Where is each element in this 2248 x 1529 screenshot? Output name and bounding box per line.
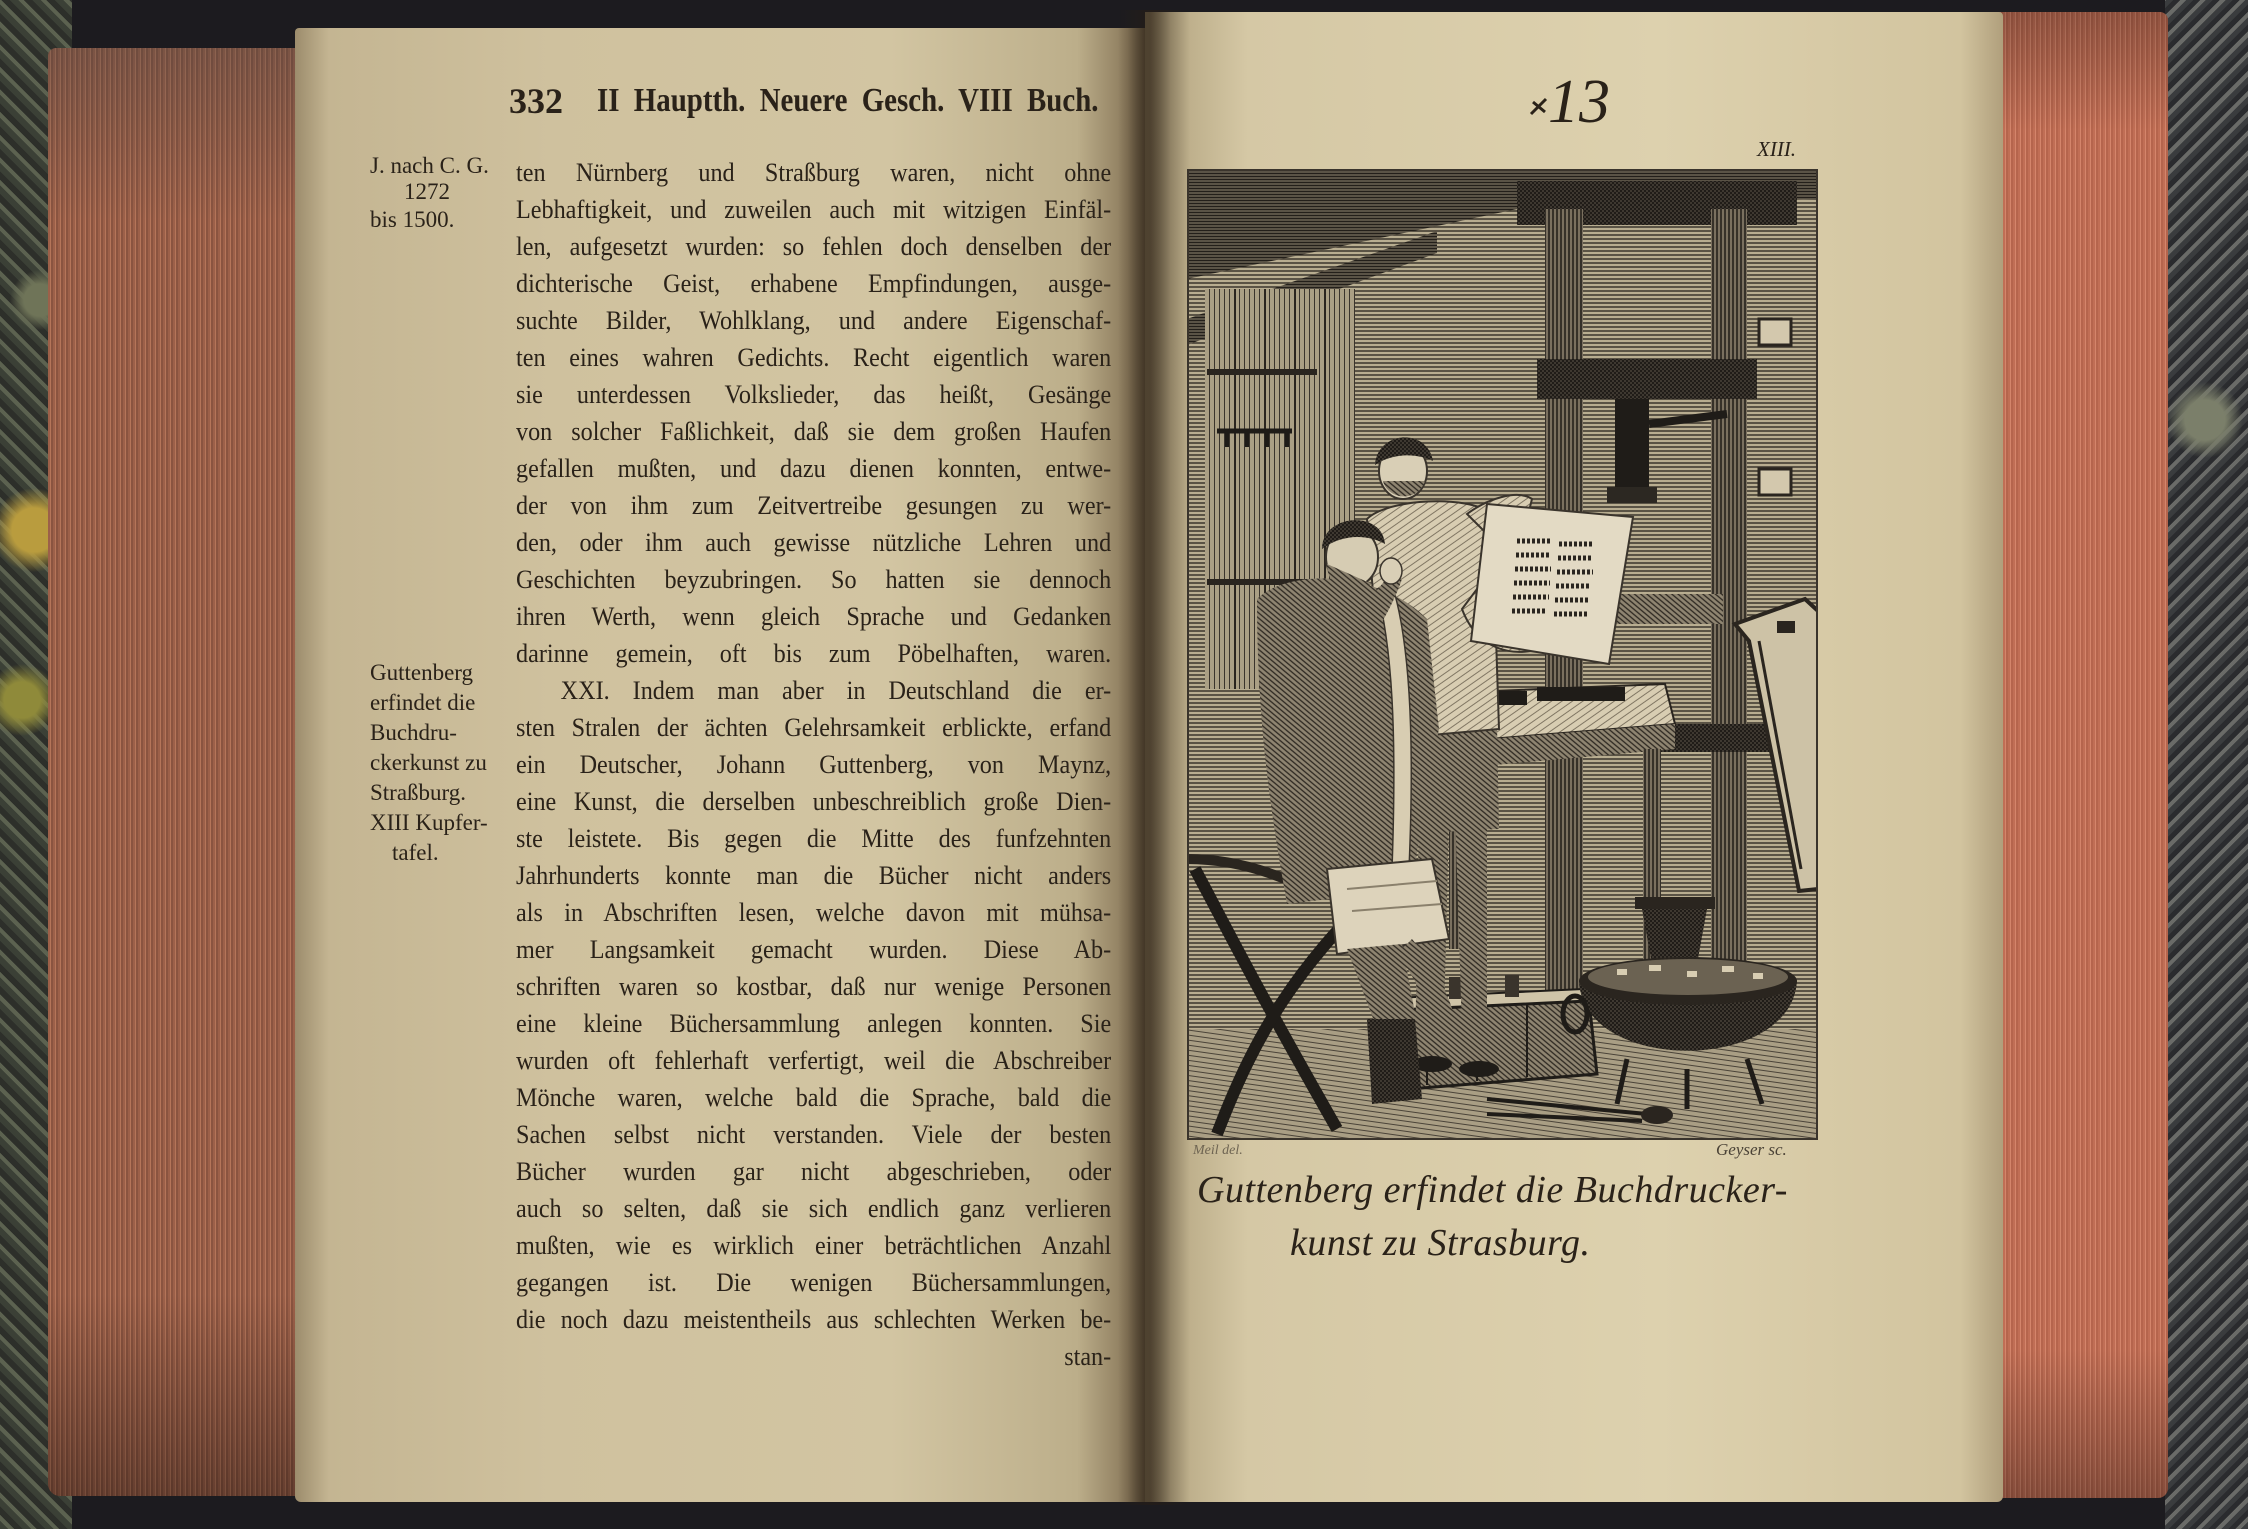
handwritten-page-number: 13 <box>1548 68 1610 136</box>
page-number: 332 <box>509 81 563 121</box>
side-note-line: erfindet die <box>370 690 476 715</box>
running-title: II Hauptth. Neuere Gesch. VIII Buch. <box>597 82 1099 119</box>
text-line: die noch dazu meistentheils aus schlechten Werken be- <box>516 1305 1112 1334</box>
text-line: auch so selten, daß sie sich endlich ganz verlieren <box>516 1194 1112 1223</box>
margin-date-line: J. nach C. G. <box>370 153 489 178</box>
text-line: Jahrhunderts konnte man die Bücher nicht anders <box>516 861 1112 890</box>
text-line: suchte Bilder, Wohlklang, und andere Eigenschaf- <box>516 306 1112 335</box>
text-line: der von ihm zum Zeitvertreibe gesungen zu wer- <box>516 491 1112 520</box>
text-line: als in Abschriften lesen, welche davon mit mühsa- <box>516 898 1112 927</box>
text-line: eine kleine Büchersammlung anlegen konnten. Sie <box>516 1009 1112 1038</box>
caption-line: kunst zu Strasburg. <box>1290 1222 1591 1264</box>
text-line: len, aufgesetzt wurden: so fehlen doch denselben der <box>516 232 1112 261</box>
text-line: Lebhaftigkeit, und zuweilen auch mit witzigen Einfäl- <box>516 195 1112 224</box>
artist-credit: Meil del. <box>1193 1143 1243 1158</box>
text-line: Bücher wurden gar nicht abgeschrieben, oder <box>516 1157 1112 1186</box>
page-stack-left <box>48 48 308 1496</box>
text-line: mußten, wie es wirklich einer beträchtlichen Anzahl <box>516 1231 1112 1260</box>
text-line: ten eines wahren Gedichts. Recht eigentlich waren <box>516 343 1112 372</box>
side-note-line: XIII Kupfer- <box>370 810 488 835</box>
book-cover-right <box>2165 0 2248 1529</box>
side-note-line: Straßburg. <box>370 780 467 805</box>
engraving-illustration <box>1187 169 1818 1140</box>
text-line: dichterische Geist, erhabene Empfindungen, ausge- <box>516 269 1112 298</box>
side-note-line: tafel. <box>392 840 439 865</box>
margin-date-note <box>370 152 500 242</box>
text-line: stan- <box>1064 1342 1112 1371</box>
printed-sheet <box>1471 504 1633 664</box>
text-line: eine Kunst, die derselben unbeschreiblich große Dien- <box>516 787 1112 816</box>
text-line: Sachen selbst nicht verstanden. Viele der besten <box>516 1120 1112 1149</box>
text-line: ste leistete. Bis gegen die Mitte des funfzehnten <box>516 824 1112 853</box>
text-line: gefallen mußten, und dazu dienen konnten, entwe- <box>516 454 1112 483</box>
margin-date-line: 1272 <box>404 179 450 204</box>
text-line: ein Deutscher, Johann Guttenberg, von Maynz, <box>516 750 1112 779</box>
text-line: XXI. Indem man aber in Deutschland die er- <box>560 676 1112 705</box>
handwritten-mark <box>1528 96 1550 118</box>
text-line: Mönche waren, welche bald die Sprache, bald die <box>516 1083 1112 1112</box>
side-note-line: Buchdru- <box>370 720 457 745</box>
text-line: sten Stralen der ächten Gelehrsamkeit erblickte, erfand <box>516 713 1112 742</box>
side-note <box>370 658 505 873</box>
body-text <box>516 154 1116 1379</box>
text-line: ihren Werth, wenn gleich Sprache und Gedanken <box>516 602 1112 631</box>
text-line: Geschichten beyzubringen. So hatten sie dennoch <box>516 565 1112 594</box>
text-line: wurden oft fehlerhaft verfertigt, weil die Abschreiber <box>516 1046 1112 1075</box>
caption-line: Guttenberg erfindet die Buchdrucker- <box>1197 1169 1788 1211</box>
side-note-line: ckerkunst zu <box>370 750 487 775</box>
text-line: ten Nürnberg und Straßburg waren, nicht ohne <box>516 158 1112 187</box>
engraver-credit: Geyser sc. <box>1716 1140 1787 1159</box>
margin-date-line: bis 1500. <box>370 207 455 232</box>
side-note-line: Guttenberg <box>370 660 474 685</box>
text-line: darinne gemein, oft bis zum Pöbelhaften, waren. <box>516 639 1112 668</box>
text-line: schriften waren so kostbar, daß nur wenige Personen <box>516 972 1112 1001</box>
text-line: den, oder ihm auch gewisse nützliche Lehren und <box>516 528 1112 557</box>
text-line: mer Langsamkeit gemacht wurden. Diese Ab- <box>516 935 1112 964</box>
book-gutter <box>1118 10 1190 1505</box>
page-stack-right <box>1998 12 2168 1498</box>
text-line: sie unterdessen Volkslieder, das heißt, Gesänge <box>516 380 1112 409</box>
plate-number: XIII. <box>1757 137 1797 161</box>
text-line: von solcher Faßlichkeit, daß sie dem großen Haufen <box>516 417 1112 446</box>
text-line: gegangen ist. Die wenigen Büchersammlungen, <box>516 1268 1112 1297</box>
